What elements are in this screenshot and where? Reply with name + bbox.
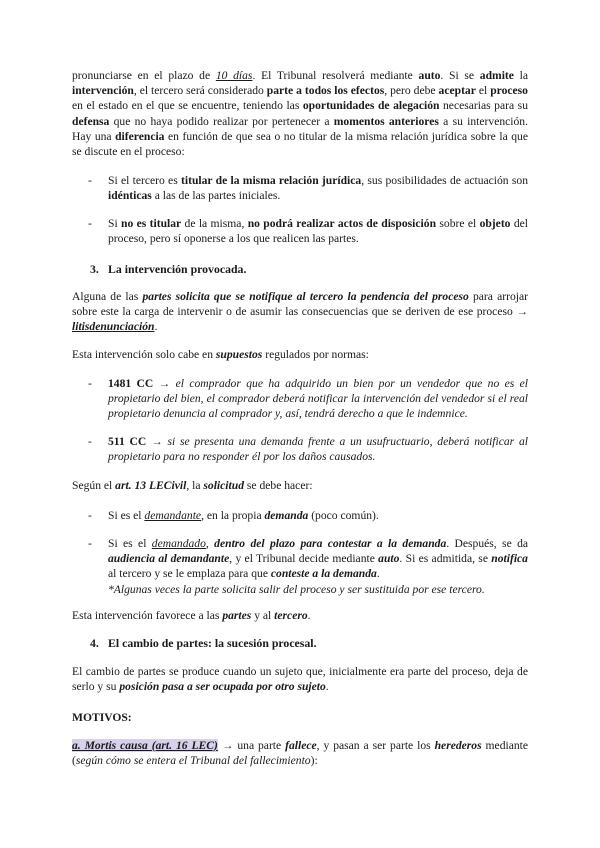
list-item-1481-cc: 1481 CC → el comprador que ha adquirido un bien por un vendedor que no es el propietario del bien, el comprador deberá notificar la intervención del vendedor si el real propietario denuncia al comprador y, así, tendrá derecho a que le indemnice.	[108, 377, 528, 421]
list-item-demandante: Si es el demandante, en la propia demanda (poco común).	[108, 509, 379, 522]
section-heading-3: 3. La intervención provocada.	[90, 262, 247, 276]
bullet-dash: -	[88, 509, 92, 522]
list-item-511-cc: 511 CC → si se presenta una demanda frente a un usufructuario, deberá notificar al propietario para no responder él por los daños causados.	[108, 435, 528, 464]
paragraph-intervention-decision: pronunciarse en el plazo de 10 días. El Tribunal resolverá mediante auto. Si se admite la intervención, el tercero será considerado parte a todos los efectos, pero debe aceptar el proceso en el estado en el que se encuentre, teniendo las oportunidades de alegación necesarias para su defensa que no haya podido realizar por pertenecer a momentos anteriores a su intervención. Hay una diferencia en función de que sea o no titular de la misma relación jurídica sobre la que se discute en el proceso:	[72, 69, 529, 159]
list-item-demandado: Si es el demandado, dentro del plazo para contestar a la demanda. Después, se da audiencia al demandante, y el Tribunal decide mediante auto. Si es admitida, se notifica al tercero y se le emplaza para que conteste a la demanda. *Algunas veces la parte solicita salir del proceso y ser sustituida por ese tercero.	[108, 537, 529, 596]
bullet-dash: -	[88, 377, 92, 390]
paragraph-mortis-causa: a. Mortis causa (art. 16 LEC) → una parte fallece, y pasan a ser parte los herederos mediante (según cómo se entera el Tribunal del fallecimiento):	[72, 739, 529, 768]
bullet-dash: -	[88, 537, 92, 550]
bullet-dash: -	[88, 174, 92, 187]
list-item-titular: Si el tercero es titular de la misma relación jurídica, sus posibilidades de actuación son idénticas a las de las partes iniciales.	[108, 174, 528, 203]
motivos-label: MOTIVOS:	[72, 711, 132, 724]
footnote: *Algunas veces la parte solicita salir del proceso y ser sustituida por ese tercero.	[108, 582, 485, 596]
paragraph-sucesion: El cambio de partes se produce cuando un sujeto que, inicialmente era parte del proceso, deja de serlo y su posición pasa a ser ocupada por otro sujeto.	[72, 665, 528, 694]
paragraph-supuestos: Esta intervención solo cabe en supuestos regulados por normas:	[72, 348, 369, 361]
paragraph-litisdenunciacion: Alguna de las partes solicita que se notifique al tercero la pendencia del proceso para arrojar sobre este la carga de intervenir o de asumir las consecuencias que se deriven de ese proceso → litisdenunciación.	[72, 290, 528, 334]
list-item-no-titular: Si no es titular de la misma, no podrá realizar actos de disposición sobre el objeto del proceso, pero sí oponerse a los que realicen las partes.	[108, 217, 528, 246]
paragraph-favorece: Esta intervención favorece a las partes y al tercero.	[72, 609, 311, 622]
paragraph-art-13: Según el art. 13 LECivil, la solicitud se debe hacer:	[72, 479, 313, 492]
bullet-dash: -	[88, 217, 92, 230]
bullet-dash: -	[88, 435, 92, 448]
section-heading-4: 4. El cambio de partes: la sucesión procesal.	[90, 636, 317, 650]
